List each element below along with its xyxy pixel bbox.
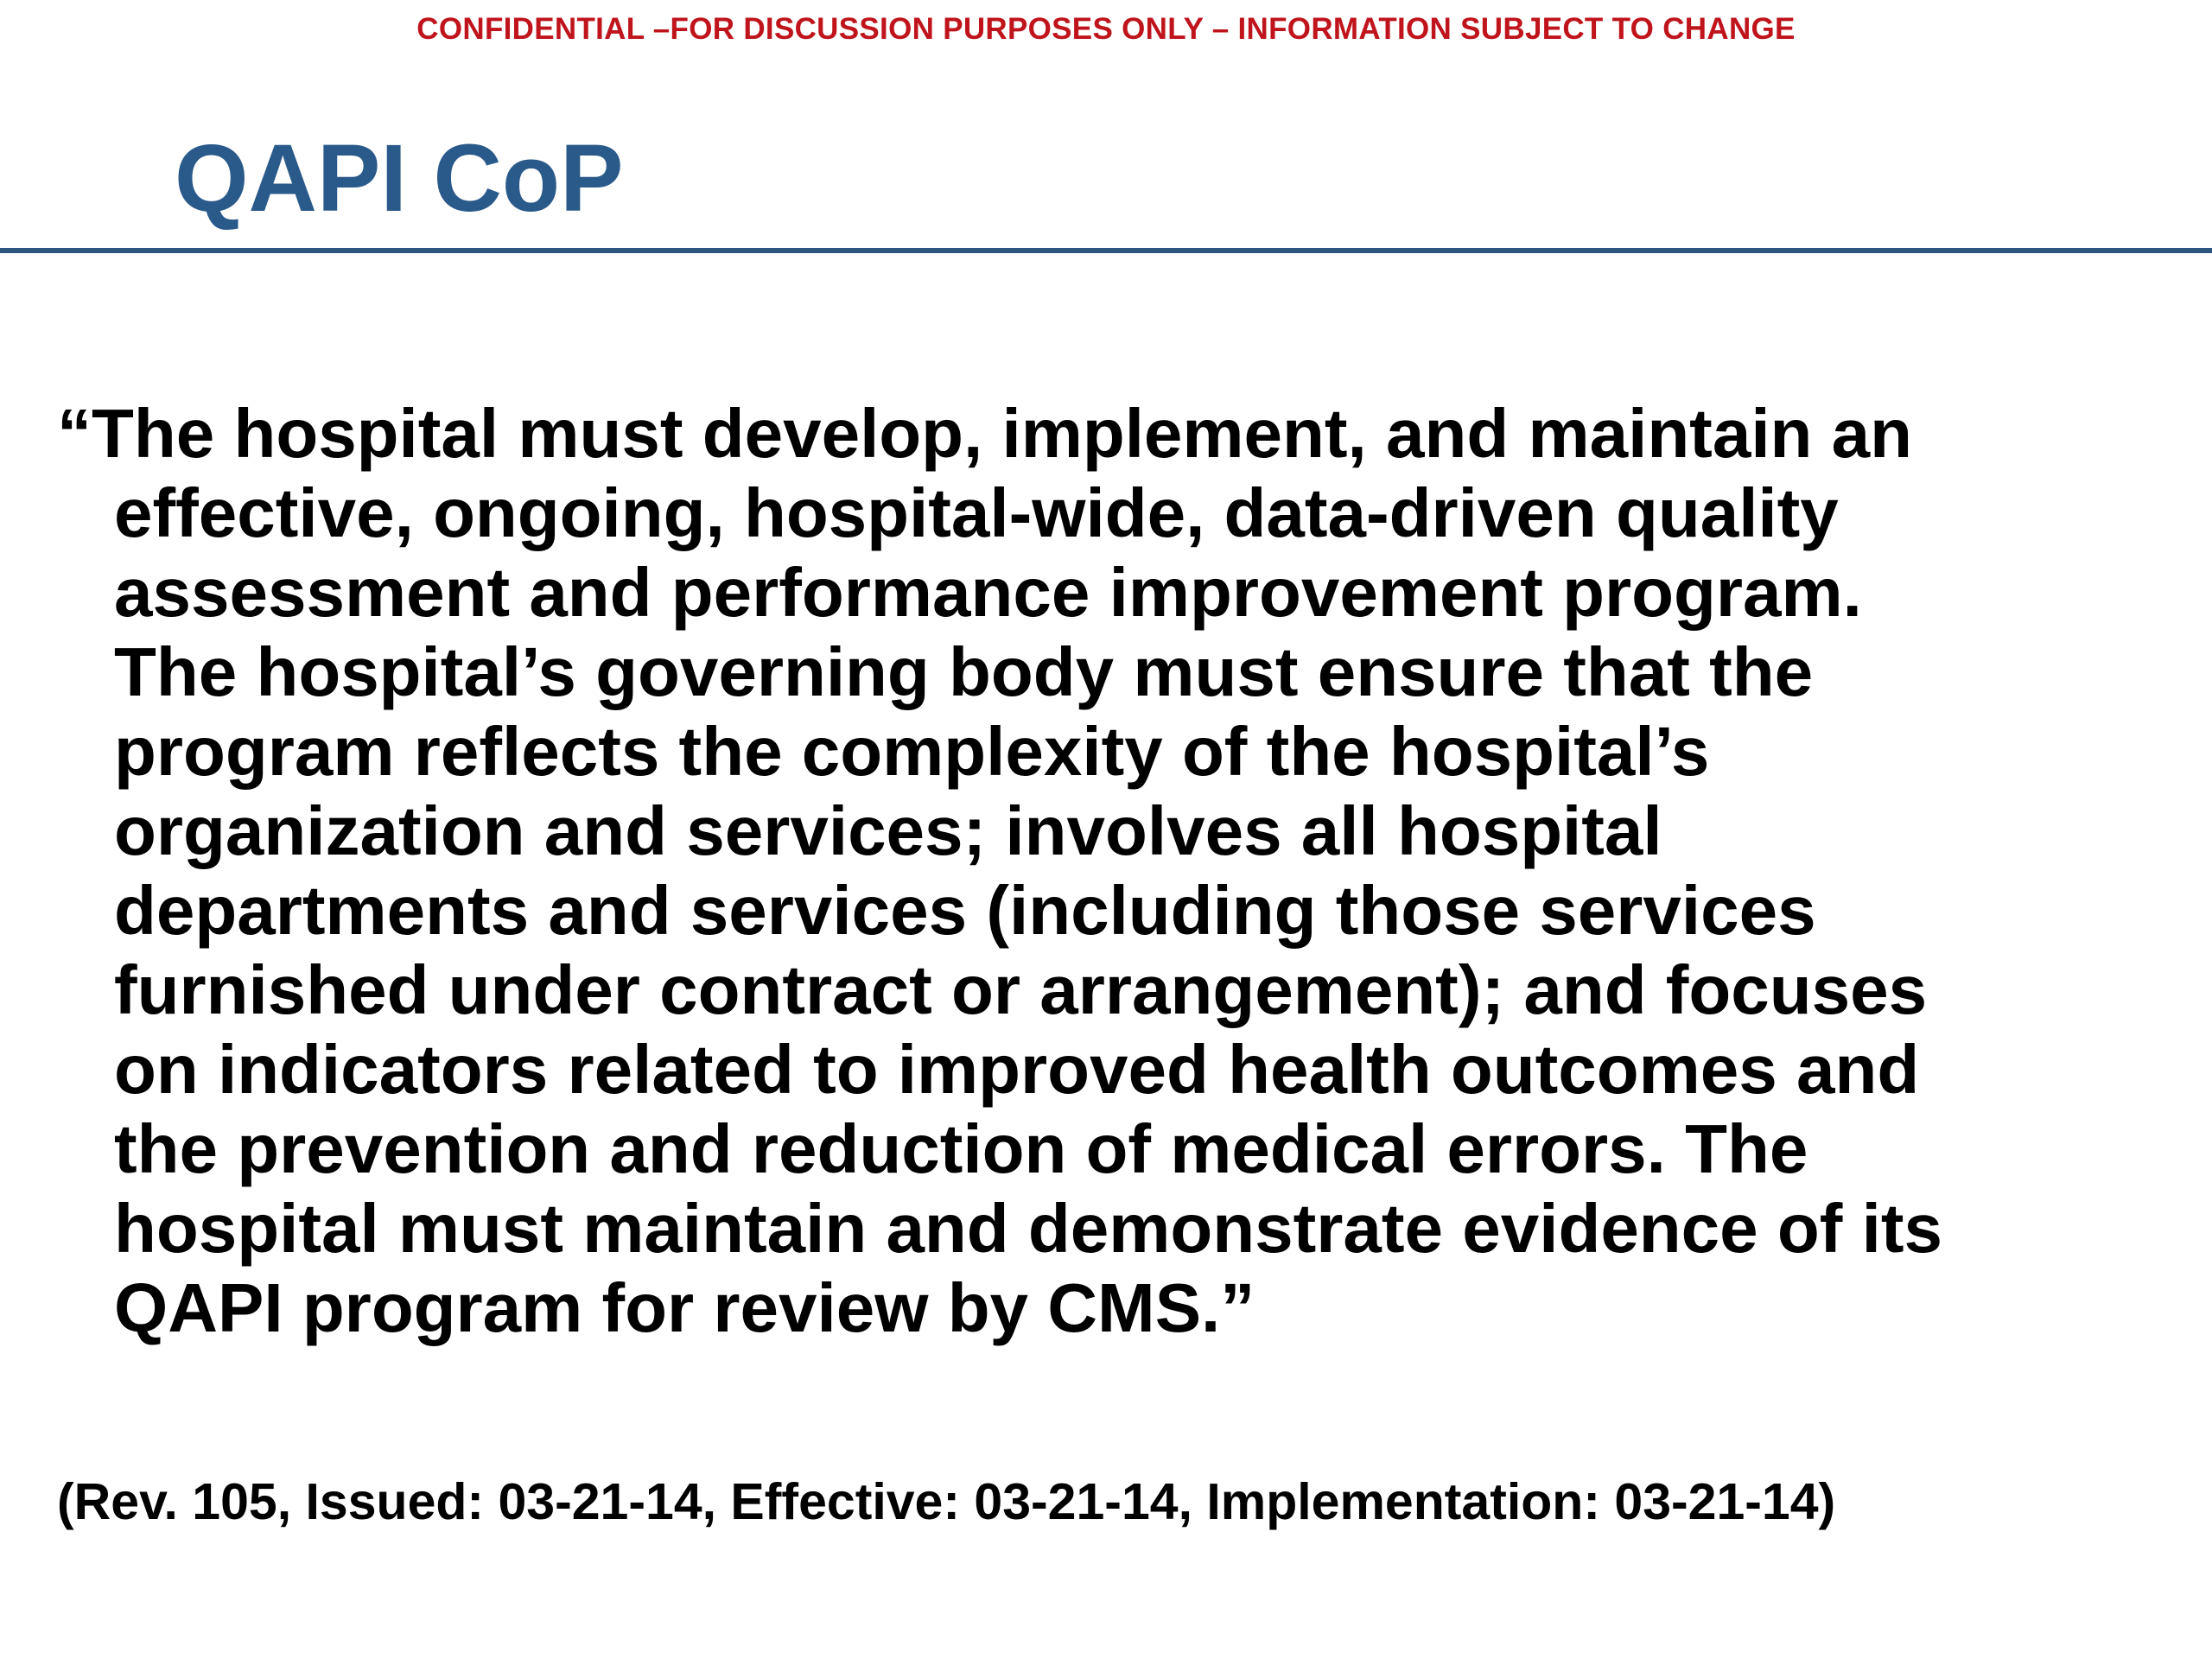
title-divider: [0, 248, 2212, 253]
confidential-notice: CONFIDENTIAL –FOR DISCUSSION PURPOSES ONLY – INFORMATION SUBJECT TO CHANGE: [416, 12, 1796, 46]
slide-title: QAPI CoP: [175, 125, 624, 232]
revision-citation: (Rev. 105, Issued: 03-21-14, Effective: 03-21-14, Implementation: 03-21-14): [57, 1473, 1836, 1530]
regulation-quote: “The hospital must develop, implement, and maintain an effective, ongoing, hospital-wide, data-driven quality assessment and performance improvement program. The hospital’s governing body must ensure that the program reflects the complexity of the hospital’s organization and services; involves all hospital departments and services (including those services furnished under contract or arrangement); and focuses on indicators related to improved health outcomes and the prevention and reduction of medical errors. The hospital must maintain and demonstrate evidence of its QAPI program for review by CMS.”: [57, 395, 1942, 1346]
